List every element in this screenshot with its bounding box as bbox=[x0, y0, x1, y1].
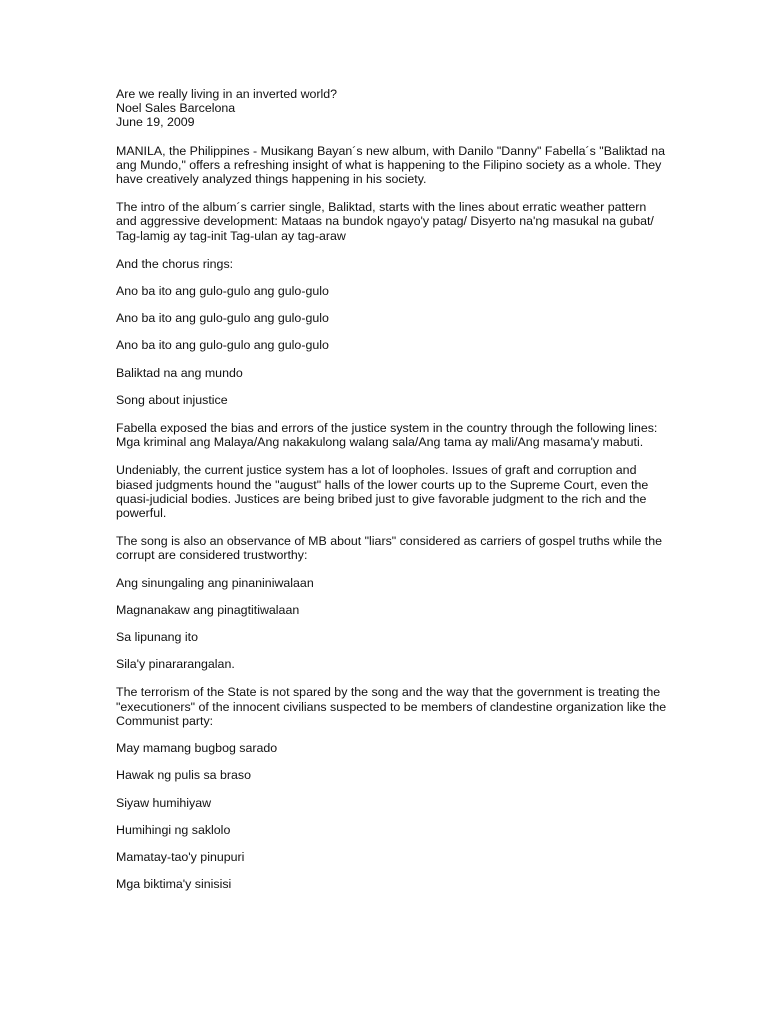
lyric-line: Ano ba ito ang gulo-gulo ang gulo-gulo bbox=[116, 311, 329, 326]
lyric-line: Humihingi ng saklolo bbox=[116, 822, 231, 837]
paragraph-chorus-intro: And the chorus rings: bbox=[116, 256, 234, 271]
paragraph-liars: The song is also an observance of MB about "liars" considered as carriers of gospel truths while the corrupt are considered trustworthy: bbox=[116, 534, 663, 563]
paragraph-intro: MANILA, the Philippines - Musikang Bayan´s new album, with Danilo "Danny" Fabella´s "Baliktad na ang Mundo," offers a refreshing insight of what is happening to the Filipino society as a whole. They have creatively analyzed things happening in his society. bbox=[116, 143, 666, 187]
paragraph-loopholes: Undeniably, the current justice system has a lot of loopholes. Issues of graft and corruption and biased judgments hound the "august" halls of the lower courts up to the Supreme Court, even the quasi-judicial bodies. Justices are being bribed just to give favorable judgment to the rich and the powerful. bbox=[116, 463, 649, 521]
lyric-line: Sila'y pinararangalan. bbox=[116, 657, 235, 672]
article-date: June 19, 2009 bbox=[116, 115, 195, 130]
lyric-line: Magnanakaw ang pinagtitiwalaan bbox=[116, 602, 300, 617]
document-body bbox=[116, 144, 668, 892]
paragraph-justice: Fabella exposed the bias and errors of the justice system in the country through the following lines: Mga kriminal ang Malaya/Ang nakakulong walang sala/Ang tama ay mali/Ang masama'y mabuti. bbox=[116, 421, 658, 450]
lyric-line: May mamang bugbog sarado bbox=[116, 741, 278, 756]
section-heading: Song about injustice bbox=[116, 392, 228, 407]
lyric-line: Mamatay-tao'y pinupuri bbox=[116, 849, 245, 864]
paragraph-carrier-single: The intro of the album´s carrier single, Baliktad, starts with the lines about erratic weather pattern and aggressive development: Mataas na bundok ngayo'y patag/ Disyerto na'ng masukal na gubat/ Tag-lamig ay tag-init Tag-ulan ay tag-araw bbox=[116, 200, 654, 243]
lyric-line: Mga biktima'y sinisisi bbox=[116, 877, 232, 892]
lyric-line: Ano ba ito ang gulo-gulo ang gulo-gulo bbox=[116, 338, 329, 353]
lyric-line: Hawak ng pulis sa braso bbox=[116, 768, 251, 783]
lyric-line: Ang sinungaling ang pinaniniwalaan bbox=[116, 575, 314, 590]
lyric-line: Siyaw humihiyaw bbox=[116, 795, 212, 810]
lyric-line: Baliktad na ang mundo bbox=[116, 365, 243, 380]
lyric-line: Ano ba ito ang gulo-gulo ang gulo-gulo bbox=[116, 284, 329, 299]
paragraph-state-terrorism: The terrorism of the State is not spared by the song and the way that the government is treating the "executioners" of the innocent civilians suspected to be members of clandestine organization like the Communist party: bbox=[116, 685, 667, 728]
document-header bbox=[116, 87, 668, 130]
lyric-line: Sa lipunang ito bbox=[116, 630, 198, 645]
article-title: Are we really living in an inverted world? bbox=[116, 87, 338, 101]
article-author: Noel Sales Barcelona bbox=[116, 101, 236, 116]
